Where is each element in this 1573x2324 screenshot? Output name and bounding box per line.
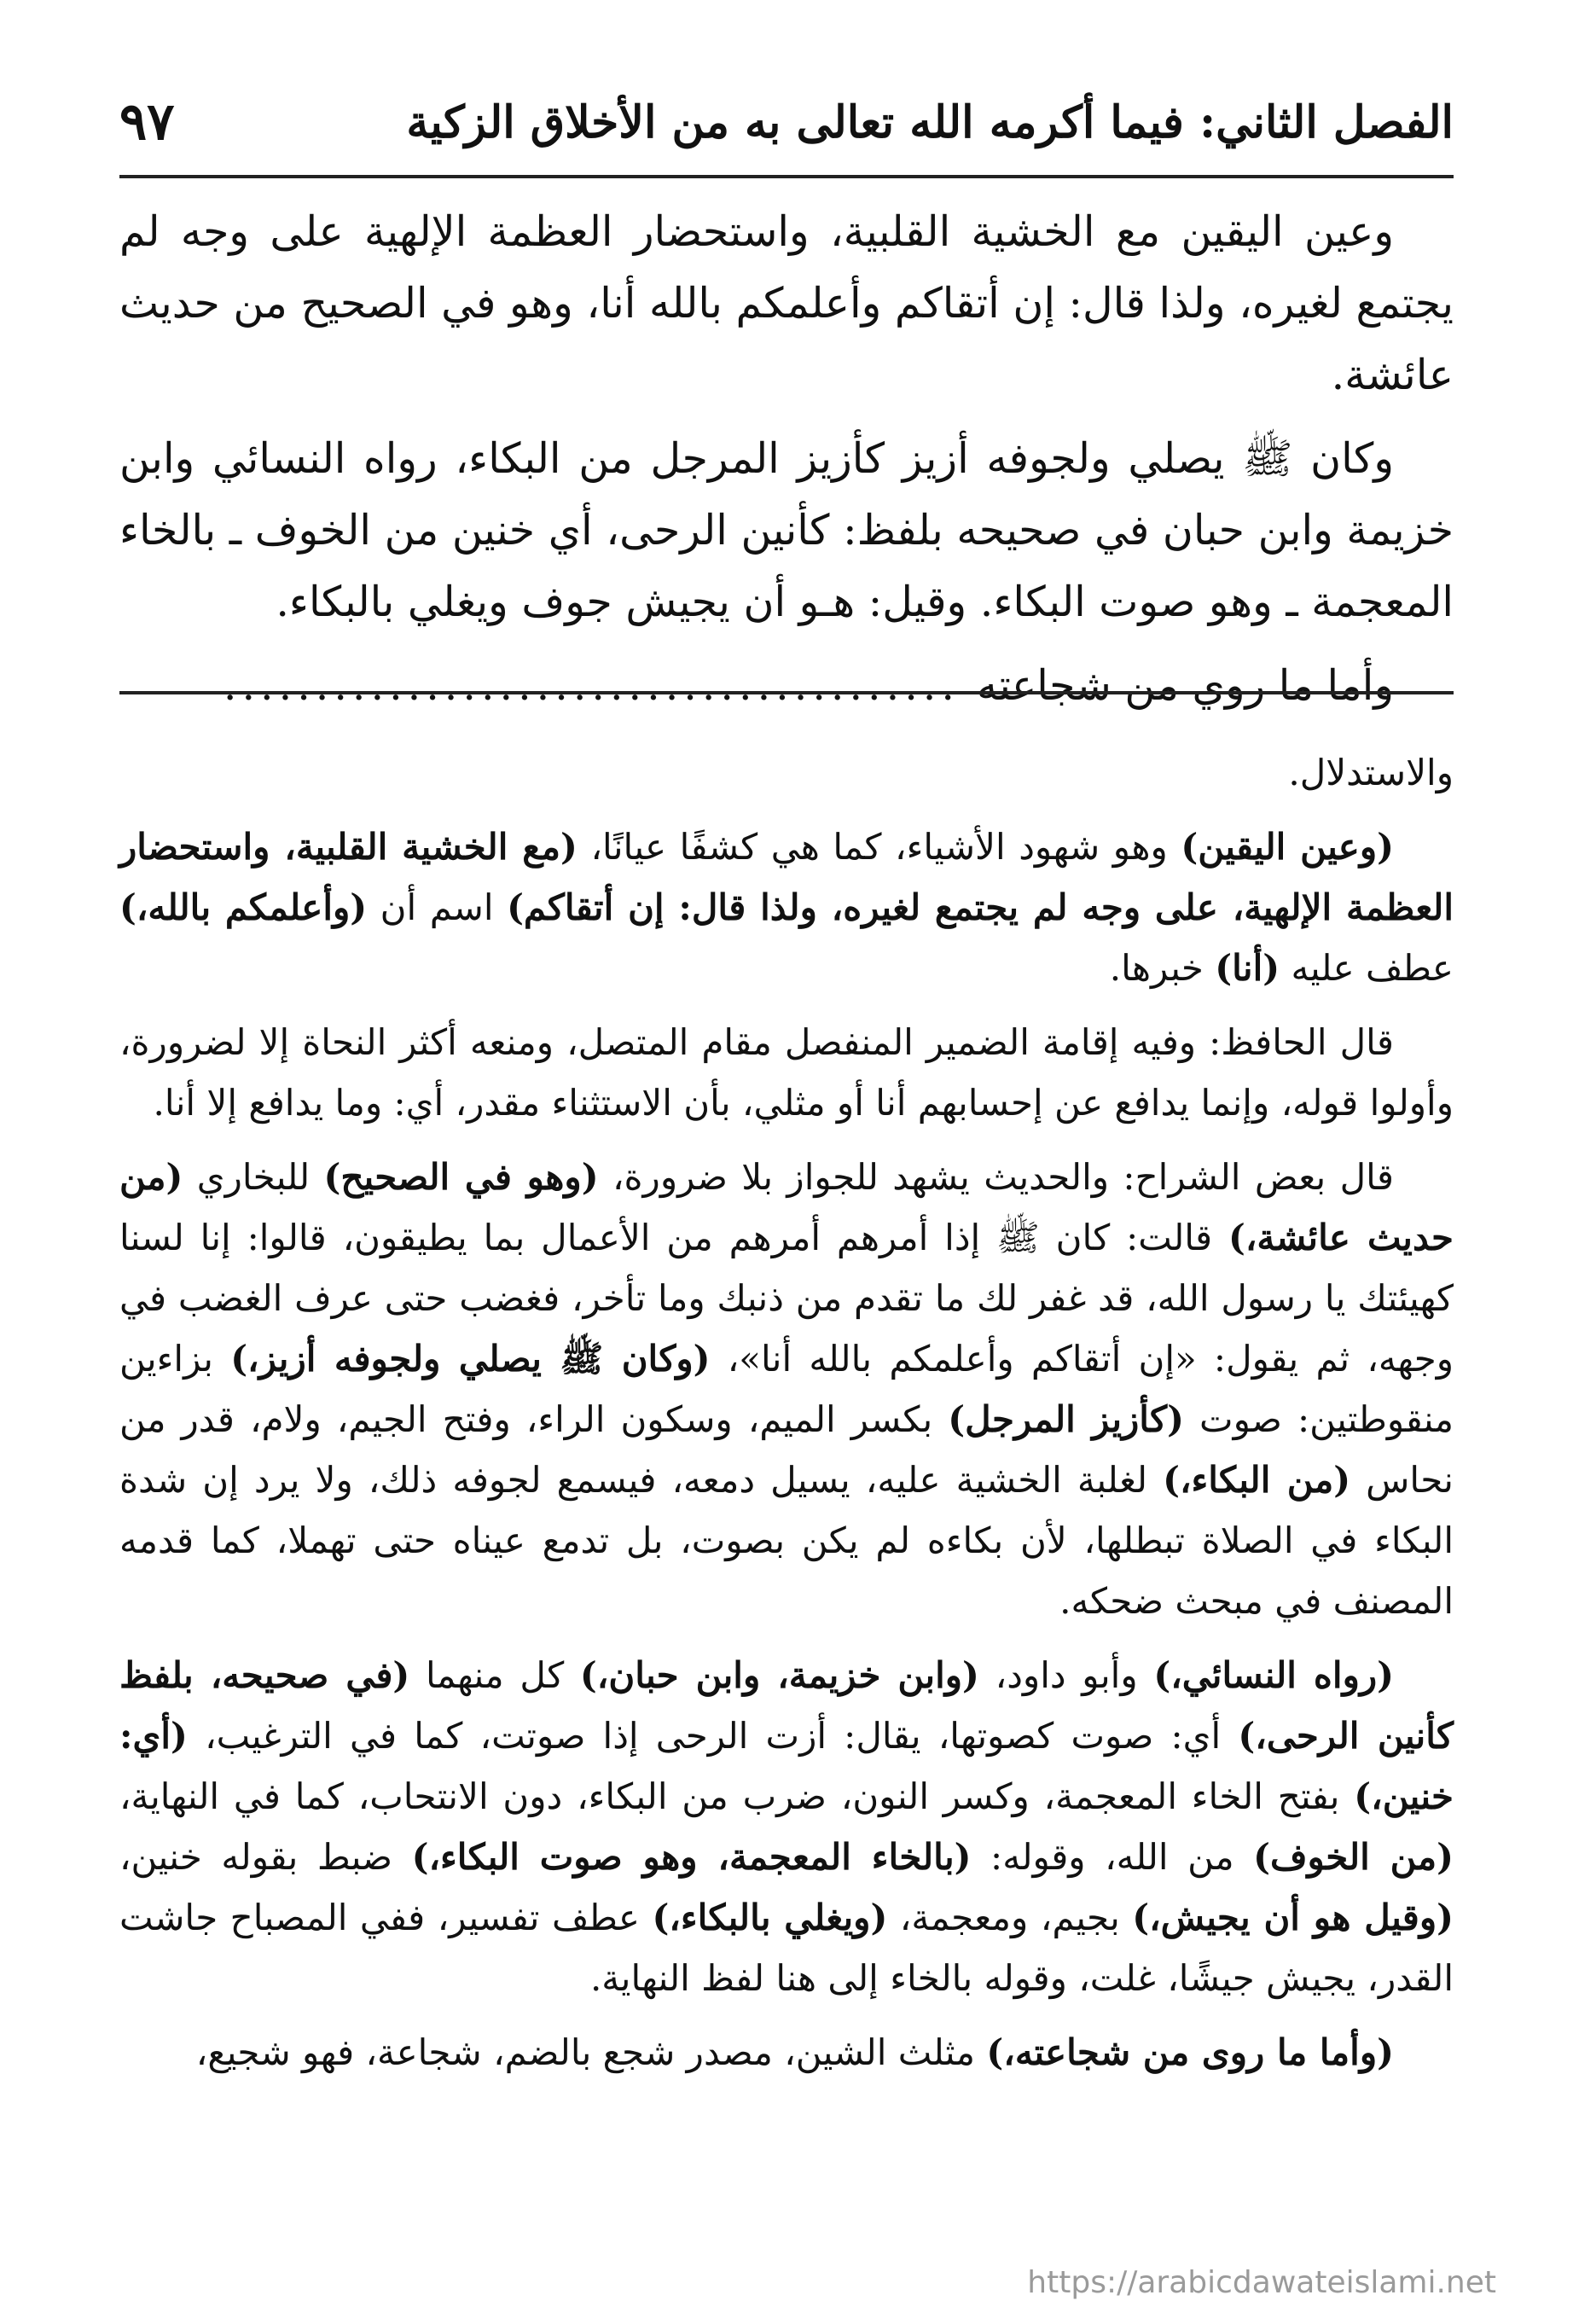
ellipsis-dots: ........................................: [223, 661, 960, 710]
bold-matn-quote: (وأما ما روى من شجاعته،): [986, 2031, 1394, 2073]
commentary-text: وهو شهود الأشياء، كما هي كشفًا عيانًا،: [577, 826, 1181, 868]
sharh-paragraph: [119, 1147, 1454, 1631]
commentary-text: بزاءين منقوطتين: صوت: [119, 1338, 1454, 1440]
sharh-paragraph: والاستدلال.: [1288, 752, 1454, 793]
separator-rule: [119, 691, 1454, 694]
commentary-text: ضبط بقوله خنين،: [119, 1836, 412, 1878]
bold-matn-quote: (بالخاء المعجمة، وهو صوت البكاء،): [411, 1836, 972, 1878]
bold-matn-quote: (وعين اليقين): [1181, 826, 1395, 868]
commentary-text: للبخاري: [183, 1156, 324, 1198]
bold-matn-quote: (في صحيحه، بلفظ كأنين الرحى،): [119, 1654, 1454, 1757]
bold-matn-quote: (وكان ﷺ يصلي ولجوفه أزيز،): [230, 1338, 711, 1380]
matn-paragraph: وكان ﷺ يصلي ولجوفه أزيز كأزيز المرجل من البكاء، رواه النسائي وابن خزيمة وابن حبان في صحيحه بلفظ: كأنين الرحى، أي خنين من الخوف ـ بالخاء المعجمة ـ وهو صوت البكاء. وقيل: هـو أن يجيش جوف ويغلي بالبكاء.: [119, 434, 1454, 626]
page-header: [119, 75, 1454, 169]
commentary-text: لغلبة الخشية عليه، يسيل دمعه، فيسمع لجوفه ذلك، ولا يرد إن شدة البكاء في الصلاة تبطلها، لأن بكاءه لم يكن بصوت، بل تدمع عيناه حتى تهملا، كما قدمه المصنف في مبحث ضحكه.: [119, 1459, 1454, 1622]
sharh-paragraph: [119, 816, 1454, 998]
commentary-text: من الله، وقوله:: [971, 1836, 1254, 1878]
bold-matn-quote: (مع الخشية القلبية، واستحضار العظمة الإلهية، على وجه لم يجتمع لغيره، ولذا قال: إن أتقاكم): [119, 826, 1454, 928]
matn-paragraph: وعين اليقين مع الخشية القلبية، واستحضار العظمة الإلهية على وجه لم يجتمع لغيره، ولذا قال: إن أتقاكم وأعلمكم بالله أنا، وهو في الصحيح من حديث عائشة.: [119, 207, 1454, 399]
commentary-text: وأبو داود،: [978, 1654, 1154, 1696]
header-rule: [119, 175, 1454, 178]
matn-text: [119, 196, 1454, 722]
sharh-paragraph: [119, 2022, 1454, 2083]
sharh-text: [119, 742, 1454, 2096]
commentary-text: عطف تفسير، ففي المصباح جاشت القدر، يجيش جيشًا، غلت، وقوله بالخاء إلى هنا لفظ النهاية.: [119, 1897, 1454, 1999]
commentary-text: عطف عليه: [1280, 947, 1454, 989]
bold-matn-quote: (ويغلي بالبكاء،): [652, 1897, 888, 1938]
commentary-text: مثلث الشين، مصدر شجع بالضم، شجاعة، فهو شجيع،: [195, 2031, 987, 2073]
bold-matn-quote: (وأعلمكم بالله،): [119, 886, 368, 928]
bold-matn-quote: (وهو في الصحيح): [323, 1156, 599, 1198]
sharh-paragraph: [119, 1645, 1454, 2008]
commentary-text: خبرها.: [1109, 947, 1216, 989]
bold-matn-quote: (أنا): [1215, 947, 1280, 989]
watermark-url: https://arabicdawateislami.net: [1027, 2265, 1496, 2300]
matn-paragraph: وأما ما روي من شجاعته: [976, 661, 1394, 710]
commentary-text: بفتح الخاء المعجمة، وكسر النون، ضرب من البكاء، دون الانتحاب، كما في النهاية،: [119, 1775, 1355, 1817]
commentary-text: بجيم، ومعجمة،: [887, 1897, 1133, 1938]
commentary-text: قالت: كان ﷺ إذا أمرهم أمرهم من الأعمال بما يطيقون، قالوا: إنا لسنا كهيئتك يا رسول الله، قد غفر لك ما تقدم من ذنبك وما تأخر، فغضب حتى عرف الغضب في وجهه، ثم يقول: «إن أتقاكم وأعلمكم بالله أنا»،: [119, 1217, 1454, 1380]
commentary-text: بكسر الميم، وسكون الراء، وفتح الجيم، ولام، قدر من نحاس: [119, 1398, 1454, 1501]
commentary-text: كل منهما: [409, 1654, 580, 1696]
commentary-text: اسم أن: [367, 886, 508, 928]
bold-matn-quote: (من الخوف): [1253, 1836, 1454, 1878]
sharh-paragraph: قال الحافظ: وفيه إقامة الضمير المنفصل مقام المتصل، ومنعه أكثر النحاة إلا لضرورة، وأولوا قوله، وإنما يدافع عن إحسابهم أنا أو مثلي، بأن الاستثناء مقدر، أي: وما يدافع إلا أنا.: [119, 1021, 1454, 1124]
bold-matn-quote: (رواه النسائي،): [1153, 1654, 1395, 1696]
commentary-text: قال بعض الشراح: والحديث يشهد للجواز بلا ضرورة،: [598, 1156, 1395, 1198]
matn-continuation: [119, 650, 1454, 722]
bold-matn-quote: (كأزيز المرجل): [948, 1398, 1184, 1440]
bold-matn-quote: (من البكاء،): [1163, 1459, 1351, 1501]
page-number: ٩٧: [119, 92, 175, 152]
bold-matn-quote: (من حديث عائشة،): [119, 1156, 1454, 1258]
bold-matn-quote: (وقيل هو أن يجيش،): [1132, 1897, 1454, 1938]
commentary-text: أي: صوت كصوتها، يقال: أزت الرحى إذا صوتت، كما في الترغيب،: [187, 1715, 1239, 1757]
bold-matn-quote: (وابن خزيمة، وابن حبان،): [579, 1654, 979, 1696]
running-title: الفصل الثاني: فيما أكرمه الله تعالى به من الأخلاق الزكية: [406, 96, 1454, 148]
bold-matn-quote: (أي: خنين،): [119, 1715, 1454, 1817]
